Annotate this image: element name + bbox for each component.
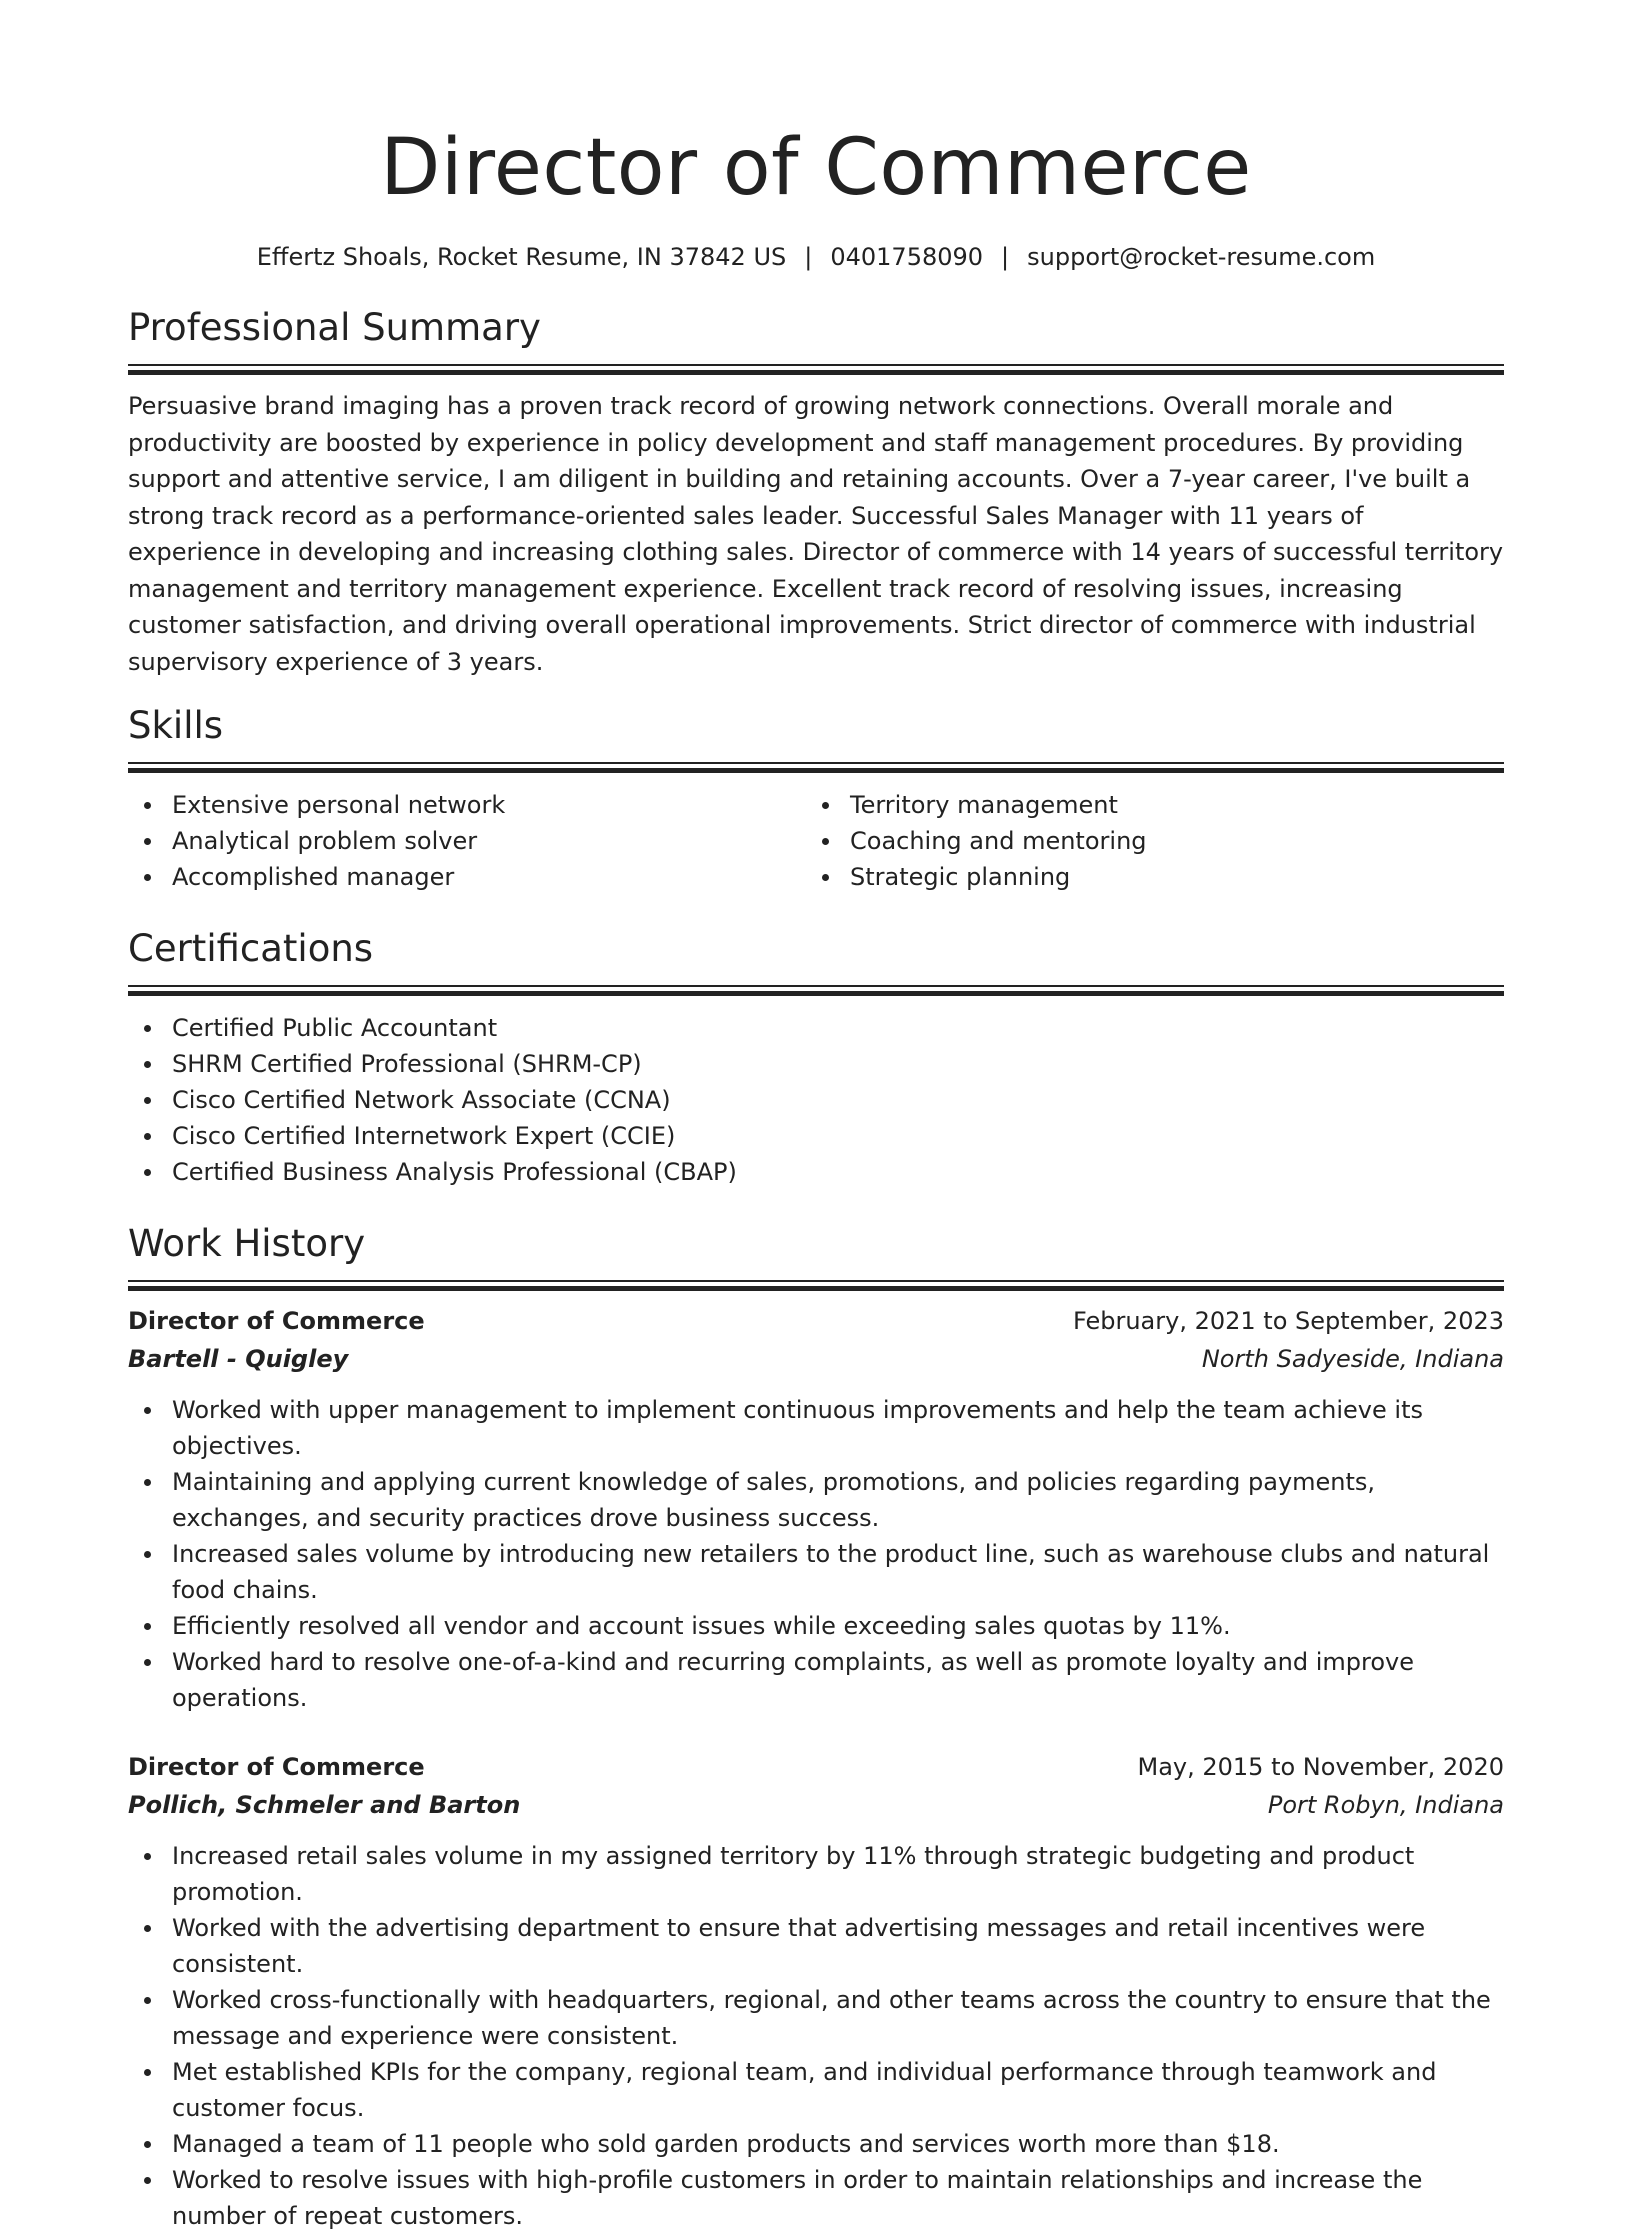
skill-item: Analytical problem solver xyxy=(128,823,806,859)
section-divider xyxy=(128,364,1504,378)
job-bullet: Increased sales volume by introducing new retailers to the product line, such as warehouse clubs and natural food chains. xyxy=(128,1536,1504,1608)
section-divider xyxy=(128,985,1504,999)
job-subheader xyxy=(128,1340,1504,1378)
certification-item: Cisco Certified Internetwork Expert (CCIE) xyxy=(128,1118,1504,1154)
job-location: Port Robyn, Indiana xyxy=(1267,1791,1504,1819)
job-bullet: Managed a team of 11 people who sold garden products and services worth more than $18. xyxy=(128,2126,1504,2162)
section-divider xyxy=(128,762,1504,776)
job-bullet: Worked with the advertising department to ensure that advertising messages and retail incentives were consistent. xyxy=(128,1910,1504,1982)
skill-item: Extensive personal network xyxy=(128,787,806,823)
work-history-section xyxy=(128,1220,1504,2234)
job-subheader xyxy=(128,1786,1504,1824)
summary-section xyxy=(128,304,1504,680)
job-entry xyxy=(128,1748,1504,2234)
job-company: Pollich, Schmeler and Barton xyxy=(128,1791,521,1819)
section-heading-summary: Professional Summary xyxy=(128,306,541,349)
job-bullet: Worked cross-functionally with headquarters, regional, and other teams across the country to ensure that the message and experience were consistent. xyxy=(128,1982,1504,2054)
contact-separator: | xyxy=(1001,243,1010,271)
job-company: Bartell - Quigley xyxy=(128,1345,349,1373)
contact-line xyxy=(128,240,1504,274)
certification-item: Certified Public Accountant xyxy=(128,1010,1504,1046)
contact-separator: | xyxy=(804,243,813,271)
skill-item: Territory management xyxy=(806,787,1484,823)
section-heading-work-history: Work History xyxy=(128,1222,366,1265)
job-entry xyxy=(128,1302,1504,1716)
certification-item: Cisco Certified Network Associate (CCNA) xyxy=(128,1082,1504,1118)
skill-item: Strategic planning xyxy=(806,859,1484,895)
skill-item: Coaching and mentoring xyxy=(806,823,1484,859)
section-heading-skills: Skills xyxy=(128,704,224,747)
job-dates: May, 2015 to November, 2020 xyxy=(1137,1753,1504,1781)
section-heading-certifications: Certifications xyxy=(128,927,374,970)
skill-item: Accomplished manager xyxy=(128,859,806,895)
job-bullets xyxy=(128,1392,1504,1716)
certification-item: SHRM Certified Professional (SHRM-CP) xyxy=(128,1046,1504,1082)
resume-page xyxy=(128,0,1504,2234)
contact-address: Effertz Shoals, Rocket Resume, IN 37842 US xyxy=(256,243,787,271)
certifications-section xyxy=(128,925,1504,1190)
job-bullet: Maintaining and applying current knowledge of sales, promotions, and policies regarding payments, exchanges, and security practices drove business success. xyxy=(128,1464,1504,1536)
job-bullet: Met established KPIs for the company, regional team, and individual performance through teamwork and customer focus. xyxy=(128,2054,1504,2126)
job-dates: February, 2021 to September, 2023 xyxy=(1072,1307,1504,1335)
contact-email: support@rocket-resume.com xyxy=(1027,243,1376,271)
job-location: North Sadyeside, Indiana xyxy=(1201,1345,1504,1373)
summary-text: Persuasive brand imaging has a proven track record of growing network connections. Overall morale and productivity are boosted by experience in policy development and staff management procedures. By providing support and attentive service, I am diligent in building and retaining accounts. Over a 7-year career, I've built a strong track record as a performance-oriented sales leader. Successful Sales Manager with 11 years of experience in developing and increasing clothing sales. Director of commerce with 14 years of successful territory management and territory management experience. Excellent track record of resolving issues, increasing customer satisfaction, and driving overall operational improvements. Strict director of commerce with industrial supervisory experience of 3 years. xyxy=(128,392,1504,676)
skills-section xyxy=(128,702,1504,895)
job-bullet: Increased retail sales volume in my assigned territory by 11% through strategic budgeting and product promotion. xyxy=(128,1838,1504,1910)
job-header xyxy=(128,1748,1504,1786)
certifications-list xyxy=(128,1010,1504,1190)
job-bullets xyxy=(128,1838,1504,2234)
job-title: Director of Commerce xyxy=(128,1753,425,1781)
job-bullet: Efficiently resolved all vendor and account issues while exceeding sales quotas by 11%. xyxy=(128,1608,1504,1644)
skills-grid xyxy=(128,787,1504,895)
certification-item: Certified Business Analysis Professional (CBAP) xyxy=(128,1154,1504,1190)
section-divider xyxy=(128,1280,1504,1294)
job-header xyxy=(128,1302,1504,1340)
resume-title: Director of Commerce xyxy=(380,123,1252,213)
job-title: Director of Commerce xyxy=(128,1307,425,1335)
skills-list-right xyxy=(806,787,1484,895)
job-bullet: Worked with upper management to implement continuous improvements and help the team achieve its objectives. xyxy=(128,1392,1504,1464)
job-bullet: Worked hard to resolve one-of-a-kind and recurring complaints, as well as promote loyalty and improve operations. xyxy=(128,1644,1504,1716)
contact-phone: 0401758090 xyxy=(830,243,984,271)
job-bullet: Worked to resolve issues with high-profile customers in order to maintain relationships and increase the number of repeat customers. xyxy=(128,2162,1504,2234)
skills-list-left xyxy=(128,787,806,895)
